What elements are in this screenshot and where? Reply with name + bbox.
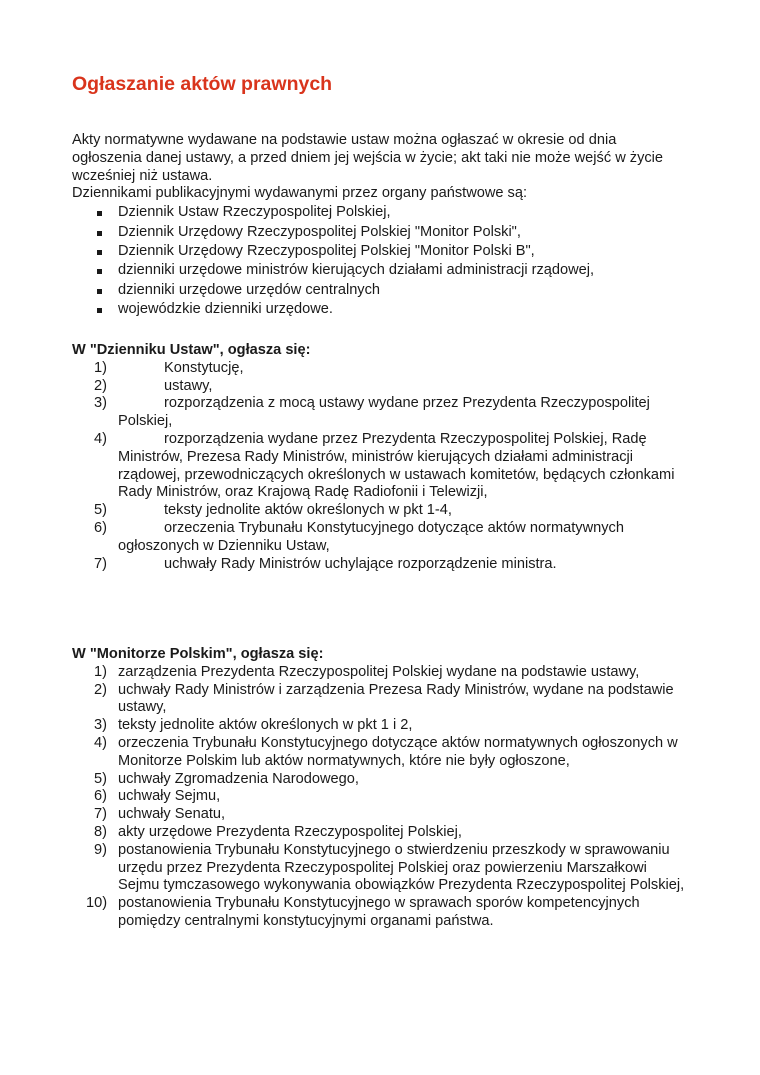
list-item-text: wojewódzkie dzienniki urzędowe. — [118, 301, 333, 318]
item-number: 6) — [94, 788, 107, 805]
item-number: 7) — [94, 555, 107, 572]
list-item — [72, 664, 692, 682]
item-number: 2) — [94, 681, 107, 698]
square-bullet-icon — [97, 211, 102, 216]
square-bullet-icon — [97, 250, 102, 255]
square-bullet-icon — [97, 231, 102, 236]
item-number: 8) — [94, 823, 107, 840]
dziennik-ustaw-list — [72, 360, 692, 574]
item-text: orzeczenia Trybunału Konstytucyjnego dotyczące aktów normatywnych ogłoszonych w Monitorze Polskim lub aktów normatywnych, które nie były ogłoszone, — [118, 734, 678, 769]
dziennik-ustaw-section — [72, 342, 692, 573]
item-number: 5) — [94, 502, 107, 519]
item-number: 4) — [94, 430, 107, 447]
list-item-text: dzienniki urzędowe urzędów centralnych — [118, 281, 381, 298]
item-number: 4) — [94, 734, 107, 751]
item-text: rozporządzenia z mocą ustawy wydane przez Prezydenta Rzeczypospolitej Polskiej, — [118, 395, 650, 430]
item-number: 9) — [94, 841, 107, 858]
list-item — [72, 360, 692, 378]
square-bullet-icon — [97, 289, 102, 294]
item-number: 3) — [94, 395, 107, 412]
list-item — [72, 824, 692, 842]
intro-section — [72, 132, 672, 320]
item-number: 2) — [94, 377, 107, 394]
item-text: akty urzędowe Prezydenta Rzeczypospolitej Polskiej, — [118, 823, 462, 840]
list-item — [72, 520, 692, 556]
item-number: 7) — [94, 806, 107, 823]
square-bullet-icon — [97, 269, 102, 274]
item-text: uchwały Sejmu, — [118, 788, 221, 805]
item-number: 3) — [94, 717, 107, 734]
list-item — [72, 242, 672, 261]
list-item — [72, 261, 672, 280]
list-item — [72, 281, 672, 300]
page-title: Ogłaszanie aktów prawnych — [72, 73, 333, 95]
item-number: 1) — [94, 359, 107, 376]
item-text: postanowienia Trybunału Konstytucyjnego o stwierdzeniu przeszkody w sprawowaniu urzędu przez Prezydenta Rzeczypospolitej Polskiej oraz powierzeniu Marszałkowi Sejmu tymczasowego wykonywania obowiązków Prezydenta Rzeczypospolitej Polskiej, — [118, 841, 685, 894]
item-number: 6) — [94, 519, 107, 536]
journals-list — [72, 203, 672, 319]
item-number: 10) — [86, 895, 108, 912]
item-text: ustawy, — [164, 377, 213, 394]
list-item — [72, 735, 692, 771]
list-item — [72, 300, 672, 319]
section-heading: W "Dzienniku Ustaw", ogłasza się: — [72, 342, 311, 358]
item-text: teksty jednolite aktów określonych w pkt 1 i 2, — [118, 717, 413, 734]
item-number: 5) — [94, 770, 107, 787]
monitor-polski-list — [72, 664, 692, 931]
list-item — [72, 502, 692, 520]
list-item — [72, 203, 672, 222]
section-heading: W "Monitorze Polskim", ogłasza się: — [72, 646, 324, 662]
item-number: 1) — [94, 663, 107, 680]
item-text: rozporządzenia wydane przez Prezydenta Rzeczypospolitej Polskiej, Radę Ministrów, Prezesa Rady Ministrów, ministrów kierujących działami administracji rządowej, przewodniczących określonych w ustawach komitetów, będących członkami Rady Ministrów, oraz Krajową Radę Radiofonii i Telewizji, — [118, 430, 675, 501]
item-text: uchwały Senatu, — [118, 806, 226, 823]
list-item — [72, 771, 692, 789]
item-text: teksty jednolite aktów określonych w pkt 1-4, — [164, 502, 452, 519]
list-item-text: Dziennik Ustaw Rzeczypospolitej Polskiej, — [118, 204, 391, 221]
list-item — [72, 842, 692, 895]
item-text: postanowienia Trybunału Konstytucyjnego w sprawach sporów kompetencyjnych pomiędzy centralnymi konstytucyjnymi organami państwa. — [118, 895, 640, 929]
intro-paragraph: Akty normatywne wydawane na podstawie ustaw można ogłaszać w okresie od dnia ogłoszenia danej ustawy, a przed dniem jej wejścia w życie; akt taki nie może wejść w życie wcześniej niż ustawa. — [72, 132, 664, 184]
list-item — [72, 682, 692, 718]
list-item — [72, 556, 692, 574]
item-text: zarządzenia Prezydenta Rzeczypospolitej Polskiej wydane na podstawie ustawy, — [118, 663, 640, 680]
monitor-polski-section — [72, 646, 692, 931]
list-item-text: Dziennik Urzędowy Rzeczypospolitej Polskiej "Monitor Polski", — [118, 223, 521, 240]
list-item — [72, 378, 692, 396]
item-text: Konstytucję, — [164, 359, 244, 376]
item-text: orzeczenia Trybunału Konstytucyjnego dotyczące aktów normatywnych ogłoszonych w Dzienniku Ustaw, — [118, 519, 624, 554]
item-text: uchwały Rady Ministrów i zarządzenia Prezesa Rady Ministrów, wydane na podstawie ustawy, — [118, 681, 674, 716]
item-text: uchwały Rady Ministrów uchylające rozporządzenie ministra. — [164, 555, 557, 572]
journals-lead-paragraph: Dziennikami publikacyjnymi wydawanymi przez organy państwowe są: — [72, 185, 528, 202]
list-item-text: dzienniki urzędowe ministrów kierujących działami administracji rządowej, — [118, 262, 595, 279]
list-item-text: Dziennik Urzędowy Rzeczypospolitej Polskiej "Monitor Polski B", — [118, 242, 535, 259]
item-text: uchwały Zgromadzenia Narodowego, — [118, 770, 359, 787]
list-item — [72, 431, 692, 502]
list-item — [72, 788, 692, 806]
list-item — [72, 395, 692, 431]
list-item — [72, 223, 672, 242]
list-item — [72, 895, 692, 931]
square-bullet-icon — [97, 308, 102, 313]
list-item — [72, 717, 692, 735]
list-item — [72, 806, 692, 824]
